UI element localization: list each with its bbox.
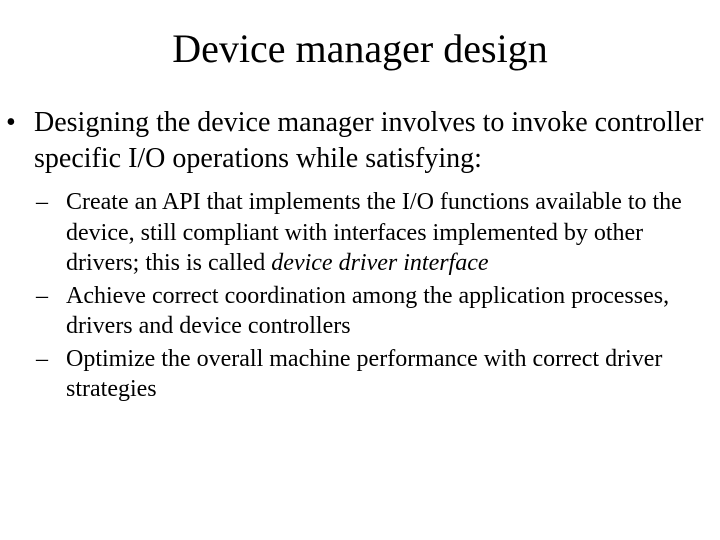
emphasized-term: device driver interface [271, 250, 489, 276]
sub-bullet-text: Create an API that implements the I/O functions available to the device, still compliant with interfaces implemented by other drivers; this is called [66, 189, 682, 276]
sub-bullet-text: Achieve correct coordination among the application processes, drivers and device controllers [66, 282, 670, 339]
dash-marker: – [36, 189, 48, 215]
dash-marker: – [36, 345, 48, 372]
dash-marker: – [36, 282, 48, 309]
bullet-marker: • [6, 107, 16, 138]
main-bullet [6, 105, 706, 177]
slide-title: Device manager design [172, 26, 548, 71]
sub-bullet-api [36, 187, 720, 279]
sub-bullet-text: Optimize the overall machine performance with correct driver strategies [66, 345, 663, 402]
sub-bullet-list [36, 187, 720, 407]
sub-bullet-coordination [36, 281, 720, 342]
sub-bullet-performance [36, 344, 720, 405]
main-bullet-text: Designing the device manager involves to invoke controller specific I/O operations while satisfying: [34, 107, 704, 174]
